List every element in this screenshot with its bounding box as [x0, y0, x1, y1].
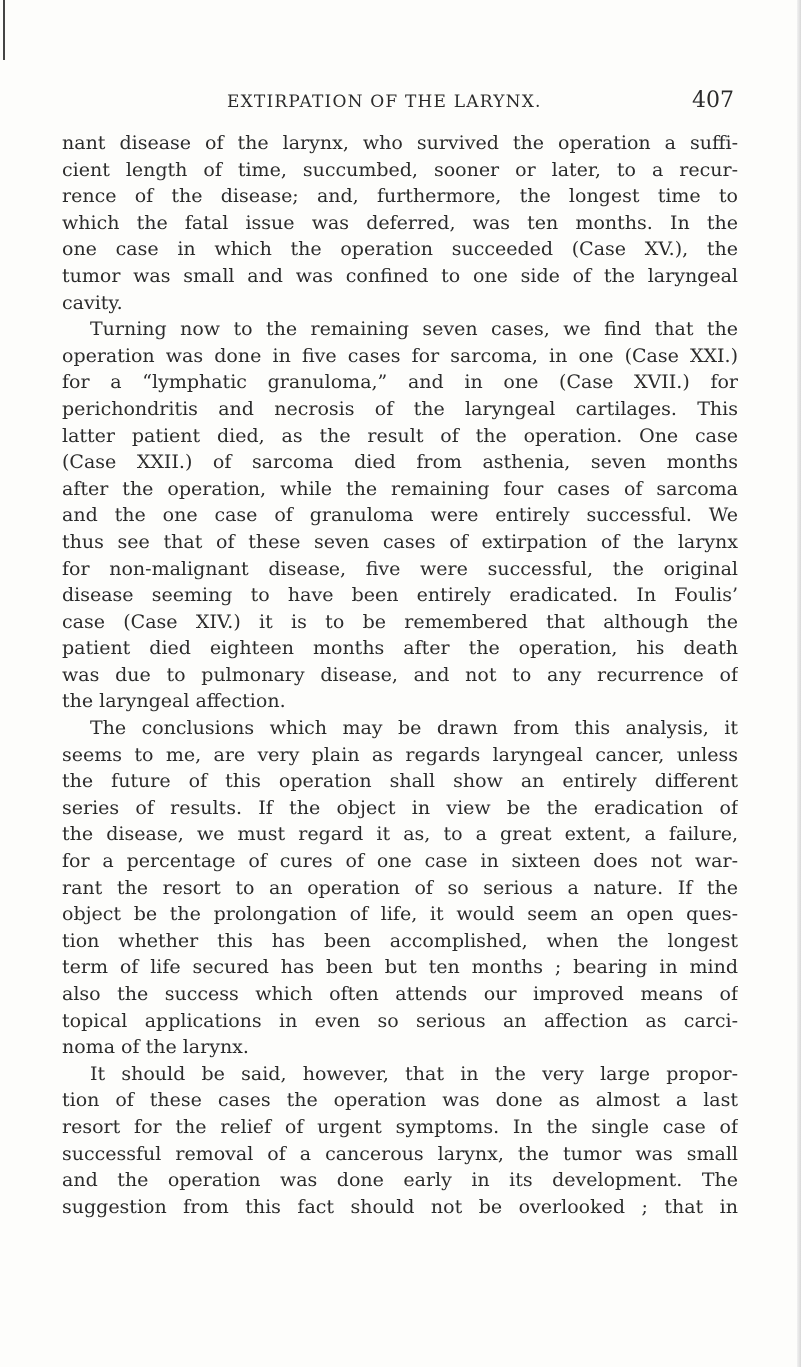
text-line: patient died eighteen months after the operation, his death [62, 637, 738, 660]
text-line: which the fatal issue was deferred, was ten months. In the [62, 211, 738, 234]
text-line: Turning now to the remaining seven cases, we find that the [90, 318, 738, 341]
text-line: resort for the relief of urgent symptoms. In the single case of [62, 1115, 738, 1138]
text-line: seems to me, are very plain as regards laryngeal cancer, unless [62, 743, 738, 766]
text-line: the future of this operation shall show an entirely different [62, 770, 738, 793]
text-line: disease seeming to have been entirely eradicated. In Foulis’ [62, 584, 738, 607]
text-line: The conclusions which may be drawn from this analysis, it [90, 717, 738, 740]
text-line: and the operation was done early in its development. The [62, 1169, 738, 1192]
text-line: series of results. If the object in view be the eradication of [62, 796, 738, 819]
page-edge-shadow [3, 0, 5, 60]
text-line: suggestion from this fact should not be overlooked ; that in [62, 1195, 738, 1218]
text-line: topical applications in even so serious an affection as carci- [62, 1009, 738, 1032]
text-line: term of life secured has been but ten months ; bearing in mind [62, 956, 738, 979]
text-line: operation was done in five cases for sarcoma, in one (Case XXI.) [62, 344, 738, 367]
text-line: after the operation, while the remaining four cases of sarcoma [62, 477, 738, 500]
text-line: one case in which the operation succeeded (Case XV.), the [62, 238, 738, 261]
running-head: EXTIRPATION OF THE LARYNX. [227, 92, 542, 112]
text-line: tion of these cases the operation was done as almost a last [62, 1089, 738, 1112]
page-gutter-shadow [797, 0, 801, 1367]
text-line: noma of the larynx. [62, 1036, 249, 1059]
text-line: the laryngeal affection. [62, 690, 286, 713]
text-line: perichondritis and necrosis of the laryngeal cartilages. This [62, 397, 738, 420]
text-line: case (Case XIV.) it is to be remembered that although the [62, 610, 738, 633]
text-line: cavity. [62, 291, 123, 314]
text-line: (Case XXII.) of sarcoma died from asthenia, seven months [62, 451, 738, 474]
text-line: the disease, we must regard it as, to a great extent, a failure, [62, 823, 738, 846]
text-line: tion whether this has been accomplished, when the longest [62, 929, 738, 952]
text-line: for a “lymphatic granuloma,” and in one (Case XVII.) for [62, 371, 738, 394]
text-line: nant disease of the larynx, who survived the operation a suffi- [62, 132, 738, 154]
text-line: rant the resort to an operation of so serious a nature. If the [62, 876, 738, 899]
page-header [62, 88, 738, 122]
text-line: for non-malignant disease, five were successful, the original [62, 557, 738, 580]
text-line: rence of the disease; and, furthermore, the longest time to [62, 185, 738, 208]
text-line: was due to pulmonary disease, and not to any recurrence of [62, 663, 738, 686]
text-line: thus see that of these seven cases of extirpation of the larynx [62, 530, 738, 553]
text-line: also the success which often attends our improved means of [62, 983, 738, 1005]
text-line: It should be said, however, that in the very large propor- [90, 1062, 738, 1085]
text-line: successful removal of a cancerous larynx, the tumor was small [62, 1142, 738, 1165]
page-number: 407 [692, 88, 734, 113]
text-line: for a percentage of cures of one case in sixteen does not war- [62, 850, 738, 873]
text-line: tumor was small and was confined to one side of the laryngeal [62, 264, 738, 287]
text-line: and the one case of granuloma were entirely successful. We [62, 504, 738, 527]
text-line: object be the prolongation of life, it would seem an open ques- [62, 903, 738, 926]
text-line: cient length of time, succumbed, sooner or later, to a recur- [62, 158, 738, 181]
body-text [62, 130, 738, 1220]
text-line: latter patient died, as the result of the operation. One case [62, 424, 738, 447]
